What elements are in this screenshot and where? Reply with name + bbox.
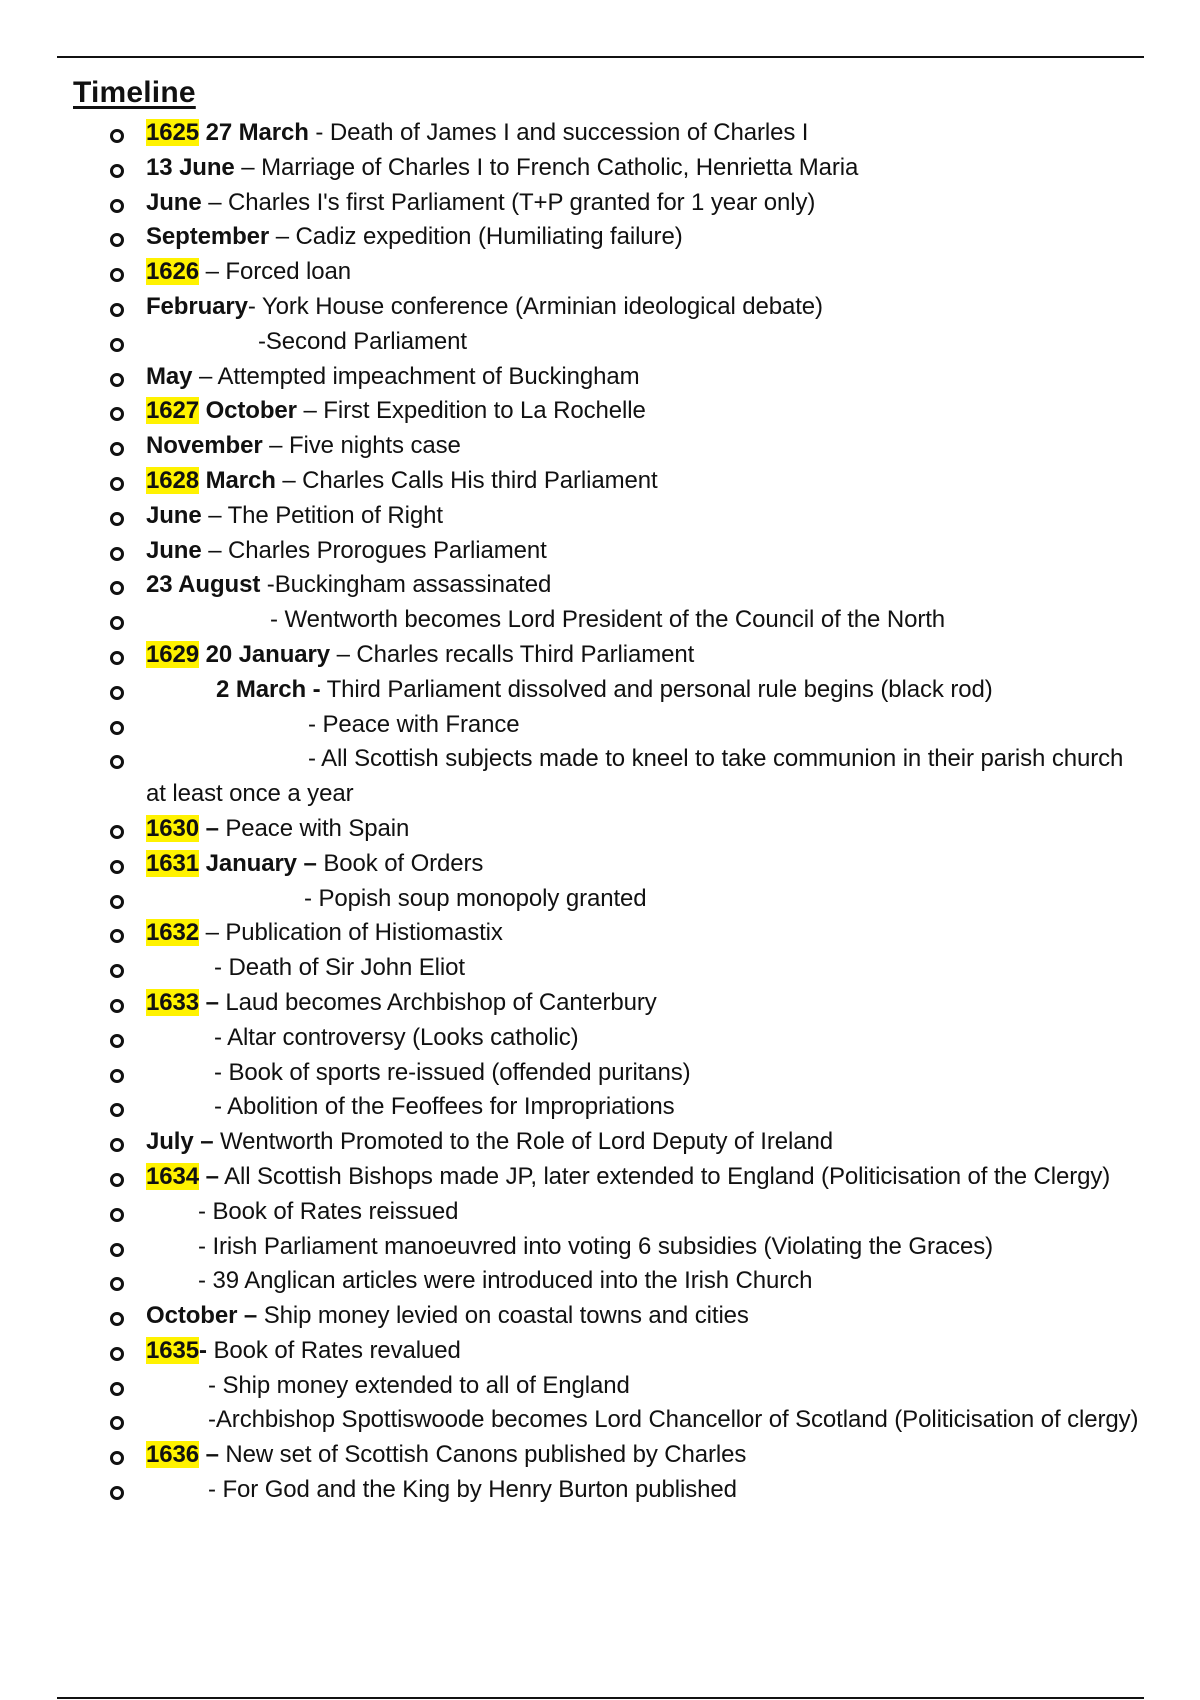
bullet-icon: [110, 1208, 124, 1222]
list-item: [0, 847, 1200, 882]
bullet-icon: [110, 1034, 124, 1048]
bullet-icon: [110, 1451, 124, 1465]
date-label: February: [146, 292, 248, 320]
date-label: October: [205, 397, 297, 425]
entry-text: Wentworth Promoted to the Role of Lord Deputy of Ireland: [213, 1128, 833, 1156]
bullet-icon: [110, 1069, 124, 1083]
year-highlight: 1631: [146, 849, 199, 877]
date-label: 23 August: [146, 571, 261, 599]
entry-text: - Death of James I and succession of Charles I: [308, 119, 809, 146]
entry-text: – First Expedition to La Rochelle: [296, 397, 646, 425]
list-item: [0, 1473, 1200, 1508]
year-highlight: 1632: [146, 919, 199, 947]
entry-text: Laud becomes Archbishop of Canterbury: [218, 988, 657, 1016]
entry-text: - Irish Parliament manoeuvred into voting 6 subsidies (Violating the Graces): [198, 1232, 994, 1260]
date-label: November: [146, 432, 263, 460]
list-item: [0, 220, 1200, 255]
entry-text: – Attempted impeachment of Buckingham: [192, 362, 640, 390]
list-item: [0, 1230, 1200, 1265]
entry-text: - Wentworth becomes Lord President of the Council of the North: [270, 606, 946, 634]
entry-text: - Abolition of the Feoffees for Impropriations: [214, 1093, 675, 1121]
list-item: [0, 325, 1200, 360]
bullet-icon: [110, 164, 124, 178]
bullet-icon: [110, 442, 124, 456]
date-label: -: [199, 1336, 207, 1364]
list-item: [0, 882, 1200, 917]
bullet-icon: [110, 1243, 124, 1257]
bullet-icon: [110, 268, 124, 282]
year-highlight: 1629: [146, 640, 199, 668]
bullet-icon: [110, 964, 124, 978]
bullet-icon: [110, 1103, 124, 1117]
list-item: [0, 603, 1200, 638]
date-label: March: [205, 466, 276, 494]
entry-text: - For God and the King by Henry Burton published: [208, 1476, 737, 1504]
list-item: [0, 1021, 1200, 1056]
date-label: October –: [146, 1302, 258, 1330]
entry-text: Book of Orders: [316, 849, 484, 877]
list-item: [0, 708, 1200, 743]
list-item: [0, 1369, 1200, 1404]
date-label: –: [205, 814, 219, 842]
entry-text: – The Petition of Right: [201, 501, 443, 529]
list-item: [0, 673, 1200, 708]
entry-text: -Second Parliament: [258, 327, 467, 355]
list-item: [0, 255, 1200, 290]
year-highlight: 1626: [146, 258, 199, 286]
list-item: [0, 638, 1200, 673]
entry-text: - Altar controversy (Looks catholic): [214, 1023, 579, 1051]
date-label: July –: [146, 1128, 214, 1156]
list-item: [0, 429, 1200, 464]
entry-text: - Book of sports re-issued (offended puritans): [214, 1058, 691, 1086]
list-item: [0, 1299, 1200, 1334]
entry-text: – Charles I's first Parliament (T+P granted for 1 year only): [201, 188, 816, 216]
entry-text: - Book of Rates reissued: [198, 1197, 459, 1225]
list-item: [0, 1195, 1200, 1230]
list-item: [0, 151, 1200, 186]
footer-rule: [57, 1697, 1144, 1699]
bullet-icon: [110, 233, 124, 247]
list-item: [0, 290, 1200, 325]
entry-text: - Death of Sir John Eliot: [214, 954, 465, 982]
entry-text: New set of Scottish Canons published by Charles: [218, 1441, 747, 1469]
list-item: [0, 534, 1200, 569]
date-label: –: [205, 988, 219, 1016]
list-item: [0, 1403, 1200, 1438]
bullet-icon: [110, 477, 124, 491]
list-item: [0, 742, 1200, 812]
list-item: [0, 1056, 1200, 1091]
list-item: [0, 1264, 1200, 1299]
list-item: [0, 812, 1200, 847]
header-rule: [57, 56, 1144, 58]
year-highlight: 1627: [146, 397, 199, 425]
entry-text: - York House conference (Arminian ideological debate): [247, 292, 823, 320]
date-label: September: [146, 223, 270, 251]
entry-text: – Five nights case: [262, 432, 461, 460]
list-item: [0, 499, 1200, 534]
entry-text: – Charles recalls Third Parliament: [330, 640, 695, 668]
bullet-icon: [110, 721, 124, 735]
list-item: [0, 916, 1200, 951]
date-label: 2 March -: [216, 675, 321, 703]
date-label: June: [146, 188, 202, 216]
bullet-icon: [110, 407, 124, 421]
bullet-icon: [110, 1277, 124, 1291]
date-label: 13 June: [146, 153, 235, 181]
year-highlight: 1634: [146, 1162, 199, 1190]
page-title: Timeline: [73, 76, 196, 109]
list-item: [0, 1125, 1200, 1160]
bullet-icon: [110, 1416, 124, 1430]
entry-text: – Charles Calls His third Parliament: [275, 466, 658, 494]
bullet-icon: [110, 860, 124, 874]
bullet-icon: [110, 1138, 124, 1152]
bullet-icon: [110, 512, 124, 526]
date-label: –: [205, 1441, 219, 1469]
date-label: May: [146, 362, 193, 390]
bullet-icon: [110, 825, 124, 839]
date-label: 20 January: [205, 640, 330, 668]
entry-text: – Charles Prorogues Parliament: [201, 536, 547, 564]
bullet-icon: [110, 581, 124, 595]
date-label: January –: [205, 849, 317, 877]
year-highlight: 1628: [146, 466, 199, 494]
year-highlight: 1635: [146, 1336, 199, 1364]
entry-text: -Buckingham assassinated: [260, 571, 552, 599]
year-highlight: 1636: [146, 1441, 199, 1469]
list-item: [0, 1090, 1200, 1125]
bullet-icon: [110, 895, 124, 909]
list-item: [0, 116, 1200, 151]
year-highlight: 1633: [146, 988, 199, 1016]
date-label: 27 March: [205, 119, 309, 146]
list-item: [0, 394, 1200, 429]
list-item: [0, 360, 1200, 395]
bullet-icon: [110, 338, 124, 352]
entry-text: - 39 Anglican articles were introduced into the Irish Church: [198, 1267, 813, 1295]
bullet-icon: [110, 616, 124, 630]
bullet-icon: [110, 199, 124, 213]
entry-text: Book of Rates revalued: [206, 1336, 461, 1364]
entry-text: – Forced loan: [199, 258, 352, 286]
bullet-icon: [110, 373, 124, 387]
entry-text: – Publication of Histiomastix: [199, 919, 503, 947]
bullet-icon: [110, 1382, 124, 1396]
bullet-icon: [110, 547, 124, 561]
bullet-icon: [110, 303, 124, 317]
bullet-icon: [110, 1347, 124, 1361]
bullet-icon: [110, 755, 124, 769]
bullet-icon: [110, 1312, 124, 1326]
bullet-icon: [110, 929, 124, 943]
entry-text: - All Scottish subjects made to kneel to take communion in their parish church at least once a year: [146, 745, 1124, 808]
list-item: [0, 986, 1200, 1021]
bullet-icon: [110, 1173, 124, 1187]
entry-text: Peace with Spain: [218, 814, 410, 842]
list-item: [0, 1334, 1200, 1369]
entry-text: Ship money levied on coastal towns and cities: [257, 1302, 749, 1330]
entry-text: Third Parliament dissolved and personal rule begins (black rod): [320, 675, 993, 703]
bullet-icon: [110, 129, 124, 143]
entry-text: – Marriage of Charles I to French Catholic, Henrietta Maria: [234, 153, 859, 181]
entry-text: - Peace with France: [308, 710, 520, 738]
list-item: [0, 951, 1200, 986]
list-item: [0, 568, 1200, 603]
date-label: June: [146, 501, 202, 529]
timeline-list: [0, 116, 1200, 1508]
bullet-icon: [110, 1486, 124, 1500]
year-highlight: 1625: [146, 119, 199, 146]
list-item: [0, 186, 1200, 221]
entry-text: All Scottish Bishops made JP, later extended to England (Politicisation of the Clergy): [218, 1162, 1111, 1190]
list-item: [0, 1160, 1200, 1195]
date-label: –: [205, 1162, 219, 1190]
entry-text: - Popish soup monopoly granted: [304, 884, 647, 912]
list-item: [0, 464, 1200, 499]
bullet-icon: [110, 686, 124, 700]
date-label: June: [146, 536, 202, 564]
bullet-icon: [110, 999, 124, 1013]
year-highlight: 1630: [146, 814, 199, 842]
list-item: [0, 1438, 1200, 1473]
entry-text: – Cadiz expedition (Humiliating failure): [269, 223, 683, 251]
entry-text: - Ship money extended to all of England: [208, 1371, 630, 1399]
bullet-icon: [110, 651, 124, 665]
entry-text: -Archbishop Spottiswoode becomes Lord Chancellor of Scotland (Politicisation of clergy): [208, 1406, 1139, 1434]
